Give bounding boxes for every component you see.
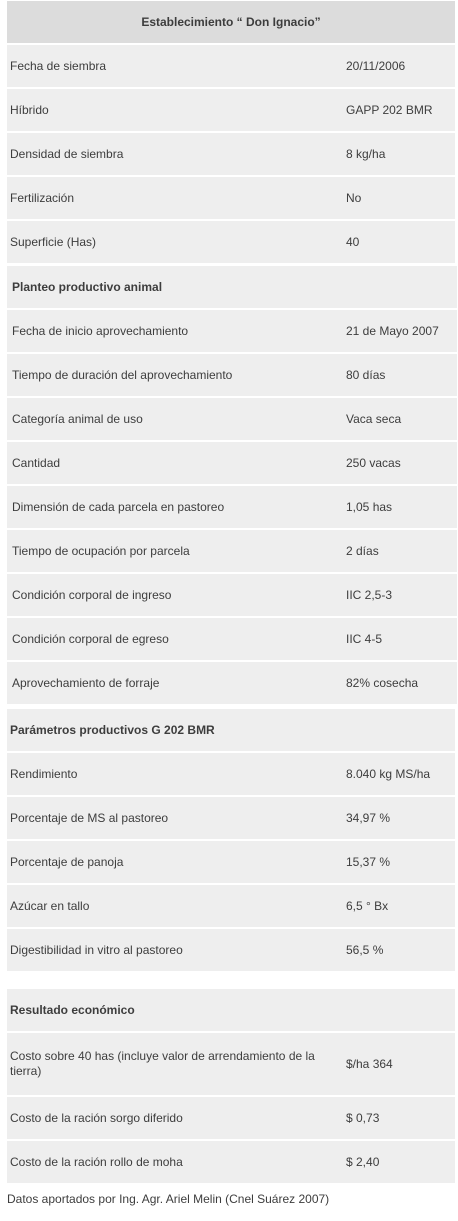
planteo-header-value [342, 266, 455, 308]
row-value: 82% cosecha [346, 676, 419, 690]
row-value: Vaca seca [346, 412, 402, 426]
row-label: Fecha de inicio aprovechamiento [12, 323, 189, 338]
table-row [7, 929, 455, 971]
row-label: Dimensión de cada parcela en pastoreo [12, 499, 225, 514]
table-row [7, 662, 457, 704]
row-value: $ 2,40 [346, 1155, 380, 1169]
row-value: 21 de Mayo 2007 [346, 324, 439, 338]
row-value: 20/11/2006 [346, 59, 406, 73]
planteo-header-row [7, 266, 457, 308]
row-value: No [346, 191, 362, 205]
table-row [7, 841, 455, 883]
row-label: Digestibilidad in vitro al pastoreo [10, 942, 183, 957]
establecimiento-table [7, 1, 455, 263]
row-label: Azúcar en tallo [10, 898, 90, 913]
table-row [7, 221, 455, 263]
row-value: 1,05 has [346, 500, 393, 514]
parametros-header: Parámetros productivos G 202 BMR [10, 722, 215, 737]
row-label: Categoría animal de uso [12, 411, 143, 426]
table-row [7, 89, 455, 131]
row-value: 250 vacas [346, 456, 401, 470]
table-row [7, 618, 457, 660]
row-label: Híbrido [10, 102, 49, 117]
row-value: $ 0,73 [346, 1111, 380, 1125]
table-row [7, 442, 457, 484]
table-row [7, 530, 457, 572]
table-row [7, 133, 455, 175]
resultado-table [7, 989, 455, 1183]
row-label: Condición corporal de ingreso [12, 587, 172, 602]
row-value: 56,5 % [346, 943, 384, 957]
table-row [7, 486, 457, 528]
row-label: Fecha de siembra [10, 58, 107, 73]
resultado-header-value [342, 989, 455, 1031]
table-row [7, 797, 455, 839]
row-value: GAPP 202 BMR [346, 103, 433, 117]
row-label: Cantidad [12, 455, 61, 470]
table-row [7, 885, 455, 927]
row-label: Tiempo de duración del aprovechamiento [12, 367, 233, 382]
table-row [7, 1097, 455, 1139]
resultado-header-row [7, 989, 455, 1031]
table-row [7, 310, 457, 352]
row-value: $/ha 364 [346, 1057, 393, 1071]
table-row [7, 574, 457, 616]
row-value: 34,97 % [346, 811, 391, 825]
table-row [7, 1141, 455, 1183]
row-label: Superficie (Has) [10, 234, 97, 249]
parametros-table [7, 709, 455, 971]
row-value: IIC 4-5 [346, 632, 383, 646]
row-label: Tiempo de ocupación por parcela [12, 543, 190, 558]
row-value: 2 días [346, 544, 379, 558]
row-label: Porcentaje de panoja [10, 854, 124, 869]
table-row [7, 354, 457, 396]
row-label: Aprovechamiento de forraje [12, 675, 160, 690]
table-row [7, 753, 455, 795]
table-row [7, 1033, 455, 1095]
row-value: IIC 2,5-3 [346, 588, 393, 602]
parametros-header-row [7, 709, 455, 751]
table-row [7, 177, 455, 219]
row-value: 80 días [346, 368, 386, 382]
row-value: 8.040 kg MS/ha [346, 767, 431, 781]
planteo-header: Planteo productivo animal [12, 279, 163, 294]
parametros-header-value [342, 709, 455, 751]
footer-credit: Datos aportados por Ing. Agr. Ariel Melin (Cnel Suárez 2007) [7, 1192, 330, 1206]
row-value: 8 kg/ha [346, 147, 386, 161]
resultado-header: Resultado económico [10, 1002, 135, 1017]
row-label: Rendimiento [10, 766, 78, 781]
row-label: Condición corporal de egreso [12, 631, 169, 646]
row-label: Fertilización [10, 190, 75, 205]
row-label: Costo de la ración sorgo diferido [10, 1110, 183, 1125]
row-label: Porcentaje de MS al pastoreo [10, 810, 169, 825]
row-value: 40 [346, 235, 360, 249]
row-label: Costo sobre 40 has (incluye valor de arrendamiento de la tierra) [10, 1049, 315, 1078]
planteo-table [7, 266, 457, 704]
establecimiento-title: Establecimiento “ Don Ignacio” [7, 1, 455, 43]
table-row [7, 45, 455, 87]
row-value: 15,37 % [346, 855, 391, 869]
table-row [7, 398, 457, 440]
row-value: 6,5 ° Bx [346, 899, 389, 913]
row-label: Costo de la ración rollo de moha [10, 1154, 183, 1169]
row-label: Densidad de siembra [10, 146, 124, 161]
